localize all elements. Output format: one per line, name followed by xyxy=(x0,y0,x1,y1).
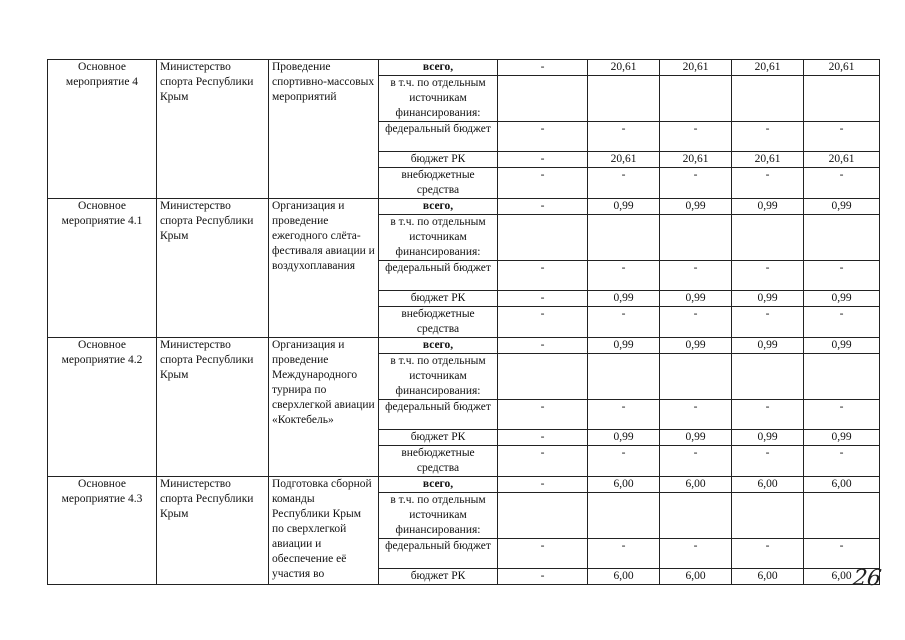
funding-source: внебюджетные средства xyxy=(379,446,498,477)
funding-value: - xyxy=(804,446,880,477)
funding-value: 0,99 xyxy=(660,291,732,307)
funding-value: 0,99 xyxy=(660,199,732,215)
funding-value: - xyxy=(498,446,588,477)
funding-value: 6,00 xyxy=(732,569,804,585)
event-name: Организация и проведение ежегодного слёта-фестиваля авиации и воздухоплавания xyxy=(269,199,379,338)
funding-value: - xyxy=(660,539,732,569)
funding-source: федеральный бюджет xyxy=(379,400,498,430)
funding-value xyxy=(660,76,732,122)
funding-value: - xyxy=(498,122,588,152)
event-title: Основное мероприятие 4.2 xyxy=(48,338,157,477)
funding-value: 6,00 xyxy=(804,477,880,493)
funding-value: - xyxy=(588,446,660,477)
funding-value: - xyxy=(804,307,880,338)
funding-value: - xyxy=(804,400,880,430)
funding-value: - xyxy=(498,152,588,168)
funding-value xyxy=(660,354,732,400)
funding-value: 20,61 xyxy=(732,152,804,168)
funding-source: в т.ч. по отдельным источникам финансирования: xyxy=(379,215,498,261)
funding-value xyxy=(588,76,660,122)
funding-value: 6,00 xyxy=(588,477,660,493)
funding-value: - xyxy=(498,168,588,199)
funding-source: федеральный бюджет xyxy=(379,539,498,569)
funding-value: 20,61 xyxy=(660,60,732,76)
funding-value: - xyxy=(498,400,588,430)
funding-value: - xyxy=(588,400,660,430)
budget-table xyxy=(47,59,880,585)
funding-value: 20,61 xyxy=(660,152,732,168)
funding-value: - xyxy=(498,60,588,76)
funding-value: - xyxy=(804,539,880,569)
funding-source: всего, xyxy=(379,199,498,215)
funding-value: 0,99 xyxy=(732,338,804,354)
funding-value xyxy=(588,493,660,539)
event-executor: Министерство спорта Республики Крым xyxy=(157,477,269,585)
funding-value: 0,99 xyxy=(588,291,660,307)
funding-source: в т.ч. по отдельным источникам финансирования: xyxy=(379,76,498,122)
funding-value: - xyxy=(660,446,732,477)
funding-source: бюджет РК xyxy=(379,291,498,307)
funding-source: бюджет РК xyxy=(379,430,498,446)
funding-value: - xyxy=(660,168,732,199)
funding-value xyxy=(732,354,804,400)
funding-value xyxy=(804,354,880,400)
event-name: Проведение спортивно-массовых мероприятий xyxy=(269,60,379,199)
funding-value: 0,99 xyxy=(588,430,660,446)
funding-value: - xyxy=(732,122,804,152)
funding-source: всего, xyxy=(379,477,498,493)
funding-value: - xyxy=(804,168,880,199)
funding-value: - xyxy=(732,261,804,291)
funding-value: - xyxy=(732,307,804,338)
funding-value xyxy=(804,493,880,539)
funding-value: 0,99 xyxy=(588,199,660,215)
funding-value: - xyxy=(732,539,804,569)
funding-value xyxy=(660,493,732,539)
event-executor: Министерство спорта Республики Крым xyxy=(157,338,269,477)
funding-value xyxy=(660,215,732,261)
funding-source: всего, xyxy=(379,338,498,354)
funding-value: - xyxy=(660,307,732,338)
event-title: Основное мероприятие 4.3 xyxy=(48,477,157,585)
funding-source: федеральный бюджет xyxy=(379,122,498,152)
funding-value: - xyxy=(732,168,804,199)
event-name: Подготовка сборной команды Республики Крым по сверхлегкой авиации и обеспечение её участия во xyxy=(269,477,379,585)
funding-value: 0,99 xyxy=(732,430,804,446)
funding-value: 0,99 xyxy=(660,430,732,446)
funding-source: бюджет РК xyxy=(379,152,498,168)
funding-value: - xyxy=(732,446,804,477)
funding-value: 6,00 xyxy=(660,569,732,585)
funding-value: 0,99 xyxy=(804,430,880,446)
funding-value: - xyxy=(588,122,660,152)
funding-value: - xyxy=(588,307,660,338)
funding-value: - xyxy=(804,261,880,291)
funding-value: 0,99 xyxy=(732,199,804,215)
event-executor: Министерство спорта Республики Крым xyxy=(157,60,269,199)
funding-value: 20,61 xyxy=(804,152,880,168)
funding-value: 6,00 xyxy=(804,569,880,585)
funding-source: внебюджетные средства xyxy=(379,307,498,338)
event-title: Основное мероприятие 4.1 xyxy=(48,199,157,338)
funding-value xyxy=(498,493,588,539)
funding-value xyxy=(498,215,588,261)
event-title: Основное мероприятие 4 xyxy=(48,60,157,199)
funding-value xyxy=(498,354,588,400)
funding-source: бюджет РК xyxy=(379,569,498,585)
funding-value: 0,99 xyxy=(804,291,880,307)
table-row xyxy=(48,477,880,493)
funding-value: - xyxy=(588,261,660,291)
funding-value: - xyxy=(498,307,588,338)
funding-source: всего, xyxy=(379,60,498,76)
funding-value: - xyxy=(804,122,880,152)
funding-value: 20,61 xyxy=(732,60,804,76)
funding-value: - xyxy=(498,291,588,307)
funding-value: 6,00 xyxy=(732,477,804,493)
funding-value: - xyxy=(498,261,588,291)
funding-value: - xyxy=(588,539,660,569)
funding-value: 0,99 xyxy=(804,199,880,215)
funding-value: - xyxy=(498,199,588,215)
table-row xyxy=(48,338,880,354)
funding-value xyxy=(588,215,660,261)
funding-value: 0,99 xyxy=(804,338,880,354)
funding-value: - xyxy=(660,400,732,430)
funding-value xyxy=(732,76,804,122)
table-row xyxy=(48,60,880,76)
funding-source: в т.ч. по отдельным источникам финансирования: xyxy=(379,354,498,400)
funding-value: - xyxy=(498,430,588,446)
table-row xyxy=(48,199,880,215)
funding-value: 20,61 xyxy=(588,60,660,76)
event-name: Организация и проведение Международного турнира по сверхлегкой авиации «Коктебель» xyxy=(269,338,379,477)
funding-value: 0,99 xyxy=(660,338,732,354)
funding-value: 0,99 xyxy=(732,291,804,307)
funding-value: 20,61 xyxy=(588,152,660,168)
funding-value: - xyxy=(498,477,588,493)
funding-value: - xyxy=(588,168,660,199)
funding-value: - xyxy=(660,261,732,291)
event-executor: Министерство спорта Республики Крым xyxy=(157,199,269,338)
funding-value xyxy=(732,493,804,539)
funding-value xyxy=(588,354,660,400)
funding-value xyxy=(804,76,880,122)
funding-value: - xyxy=(498,569,588,585)
funding-value: 6,00 xyxy=(588,569,660,585)
page-number: 26 xyxy=(851,566,883,591)
funding-value xyxy=(732,215,804,261)
funding-source: внебюджетные средства xyxy=(379,168,498,199)
funding-value xyxy=(498,76,588,122)
funding-source: в т.ч. по отдельным источникам финансирования: xyxy=(379,493,498,539)
budget-table-body xyxy=(48,60,880,585)
funding-value: 20,61 xyxy=(804,60,880,76)
funding-value: - xyxy=(732,400,804,430)
funding-source: федеральный бюджет xyxy=(379,261,498,291)
funding-value xyxy=(804,215,880,261)
funding-value: 0,99 xyxy=(588,338,660,354)
funding-value: - xyxy=(498,539,588,569)
funding-value: 6,00 xyxy=(660,477,732,493)
funding-value: - xyxy=(660,122,732,152)
funding-value: - xyxy=(498,338,588,354)
